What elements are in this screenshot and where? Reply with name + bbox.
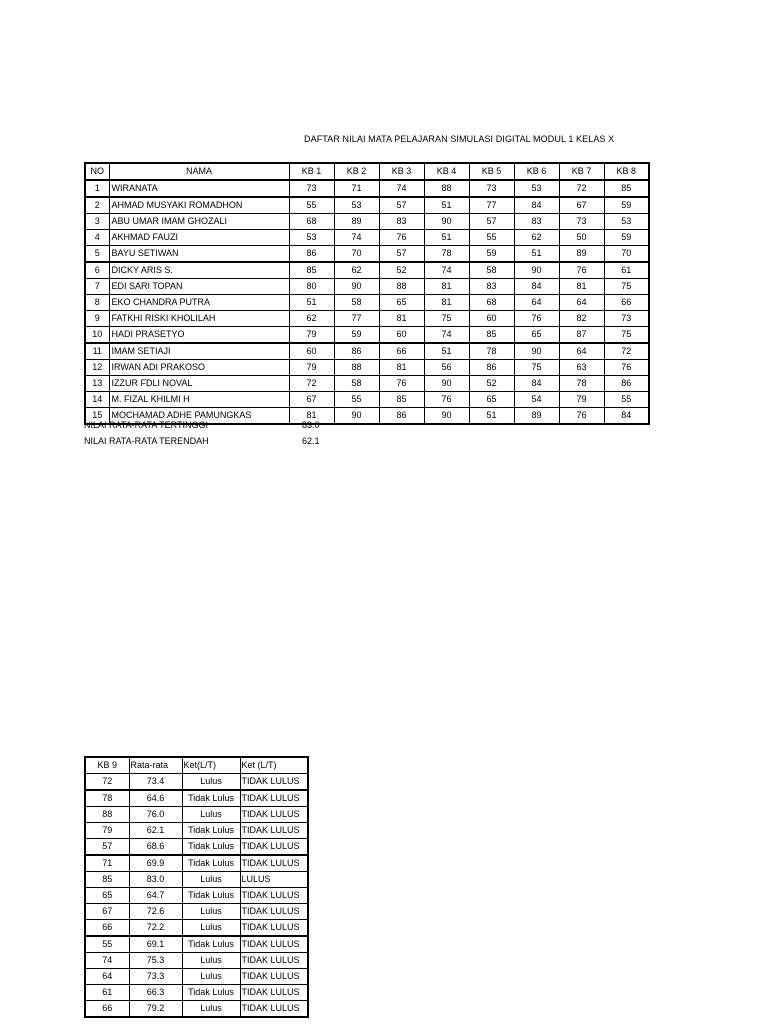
cell-kb4: 78 — [424, 246, 469, 263]
document-title: DAFTAR NILAI MATA PELAJARAN SIMULASI DIGITAL MODUL 1 KELAS X — [304, 134, 615, 144]
cell-ket-lt: Lulus — [182, 807, 240, 823]
cell-kb9: 78 — [85, 790, 129, 807]
grades-body — [85, 180, 649, 424]
cell-ket-lt-2: TIDAK LULUS — [240, 920, 308, 937]
cell-kb3: 83 — [379, 214, 424, 230]
cell-kb4: 74 — [424, 327, 469, 344]
results-body — [85, 774, 308, 1018]
cell-kb3: 88 — [379, 279, 424, 295]
cell-kb5: 77 — [469, 197, 514, 214]
cell-nama: HADI PRASETYO — [109, 327, 289, 344]
cell-ket-lt: Tidak Lulus — [182, 888, 240, 904]
cell-kb2: 86 — [334, 343, 379, 360]
cell-kb5: 55 — [469, 230, 514, 246]
cell-kb9: 55 — [85, 936, 129, 953]
cell-ket-lt-2: TIDAK LULUS — [240, 774, 308, 791]
summary-highest-label: NILAI RATA-RATA TERTINGGI — [84, 420, 209, 430]
cell-kb8: 76 — [604, 360, 649, 376]
results-row — [85, 872, 308, 888]
cell-kb3: 76 — [379, 376, 424, 392]
cell-rata-rata: 72.2 — [129, 920, 182, 937]
cell-kb7: 50 — [559, 230, 604, 246]
cell-nama: IZZUR FDLI NOVAL — [109, 376, 289, 392]
cell-kb1: 51 — [289, 295, 334, 311]
cell-kb3: 86 — [379, 408, 424, 425]
cell-kb8: 61 — [604, 262, 649, 279]
cell-kb7: 82 — [559, 311, 604, 327]
cell-kb1: 55 — [289, 197, 334, 214]
grades-table — [84, 162, 650, 425]
results-row — [85, 920, 308, 937]
cell-kb8: 75 — [604, 327, 649, 344]
cell-kb6: 65 — [514, 327, 559, 344]
cell-kb5: 68 — [469, 295, 514, 311]
results-row — [85, 774, 308, 791]
cell-no: 11 — [85, 343, 109, 360]
cell-rata-rata: 64.7 — [129, 888, 182, 904]
cell-kb5: 57 — [469, 214, 514, 230]
cell-kb8: 70 — [604, 246, 649, 263]
cell-nama: FATKHI RISKI KHOLILAH — [109, 311, 289, 327]
cell-rata-rata: 75.3 — [129, 953, 182, 969]
cell-kb3: 60 — [379, 327, 424, 344]
grades-row — [85, 230, 649, 246]
cell-rata-rata: 66.3 — [129, 985, 182, 1001]
cell-ket-lt-2: TIDAK LULUS — [240, 936, 308, 953]
cell-kb4: 90 — [424, 376, 469, 392]
grades-header-row — [85, 163, 649, 180]
cell-kb7: 78 — [559, 376, 604, 392]
cell-kb2: 55 — [334, 392, 379, 408]
cell-kb3: 66 — [379, 343, 424, 360]
results-row — [85, 969, 308, 985]
grades-row — [85, 360, 649, 376]
cell-kb4: 90 — [424, 408, 469, 425]
cell-rata-rata: 64.6 — [129, 790, 182, 807]
cell-kb8: 55 — [604, 392, 649, 408]
cell-kb2: 59 — [334, 327, 379, 344]
cell-kb7: 79 — [559, 392, 604, 408]
cell-no: 6 — [85, 262, 109, 279]
cell-kb3: 57 — [379, 197, 424, 214]
cell-kb5: 73 — [469, 180, 514, 197]
cell-rata-rata: 69.9 — [129, 855, 182, 872]
cell-kb1: 60 — [289, 343, 334, 360]
grades-row — [85, 392, 649, 408]
cell-ket-lt: Lulus — [182, 774, 240, 791]
cell-kb5: 78 — [469, 343, 514, 360]
cell-kb5: 65 — [469, 392, 514, 408]
cell-kb9: 88 — [85, 807, 129, 823]
cell-kb4: 56 — [424, 360, 469, 376]
cell-kb9: 67 — [85, 904, 129, 920]
cell-kb9: 85 — [85, 872, 129, 888]
cell-no: 4 — [85, 230, 109, 246]
cell-kb6: 90 — [514, 343, 559, 360]
grades-row — [85, 262, 649, 279]
cell-nama: DICKY ARIS S. — [109, 262, 289, 279]
cell-ket-lt-2: TIDAK LULUS — [240, 888, 308, 904]
cell-ket-lt: Lulus — [182, 1001, 240, 1018]
cell-kb4: 76 — [424, 392, 469, 408]
cell-kb7: 81 — [559, 279, 604, 295]
cell-rata-rata: 69.1 — [129, 936, 182, 953]
cell-nama: EKO CHANDRA PUTRA — [109, 295, 289, 311]
cell-kb6: 62 — [514, 230, 559, 246]
header-kb6: KB 6 — [514, 163, 559, 180]
cell-kb7: 64 — [559, 343, 604, 360]
cell-kb6: 84 — [514, 376, 559, 392]
cell-kb4: 90 — [424, 214, 469, 230]
cell-ket-lt: Lulus — [182, 872, 240, 888]
cell-kb7: 89 — [559, 246, 604, 263]
grades-row — [85, 311, 649, 327]
cell-kb9: 57 — [85, 839, 129, 856]
cell-no: 10 — [85, 327, 109, 344]
cell-no: 13 — [85, 376, 109, 392]
cell-no: 7 — [85, 279, 109, 295]
cell-ket-lt-2: TIDAK LULUS — [240, 839, 308, 856]
cell-kb8: 73 — [604, 311, 649, 327]
cell-kb7: 63 — [559, 360, 604, 376]
cell-kb5: 60 — [469, 311, 514, 327]
cell-kb1: 85 — [289, 262, 334, 279]
cell-nama: WIRANATA — [109, 180, 289, 197]
cell-ket-lt-2: LULUS — [240, 872, 308, 888]
cell-kb6: 84 — [514, 197, 559, 214]
cell-kb2: 90 — [334, 408, 379, 425]
cell-kb2: 90 — [334, 279, 379, 295]
cell-rata-rata: 83.0 — [129, 872, 182, 888]
cell-ket-lt: Tidak Lulus — [182, 823, 240, 839]
cell-kb2: 71 — [334, 180, 379, 197]
cell-kb9: 79 — [85, 823, 129, 839]
cell-ket-lt: Tidak Lulus — [182, 790, 240, 807]
cell-kb4: 75 — [424, 311, 469, 327]
cell-kb2: 74 — [334, 230, 379, 246]
cell-kb2: 88 — [334, 360, 379, 376]
results-row — [85, 953, 308, 969]
cell-kb4: 51 — [424, 230, 469, 246]
cell-rata-rata: 73.3 — [129, 969, 182, 985]
cell-kb1: 62 — [289, 311, 334, 327]
cell-kb8: 59 — [604, 197, 649, 214]
cell-kb9: 61 — [85, 985, 129, 1001]
cell-no: 15 — [85, 408, 109, 425]
cell-kb1: 68 — [289, 214, 334, 230]
cell-nama: BAYU SETIWAN — [109, 246, 289, 263]
grades-row — [85, 180, 649, 197]
cell-kb8: 85 — [604, 180, 649, 197]
cell-kb6: 89 — [514, 408, 559, 425]
summary-highest-value: 83.0 — [302, 420, 320, 430]
cell-kb4: 81 — [424, 295, 469, 311]
cell-kb3: 81 — [379, 360, 424, 376]
cell-kb2: 53 — [334, 197, 379, 214]
cell-kb1: 80 — [289, 279, 334, 295]
cell-kb6: 75 — [514, 360, 559, 376]
header-kb7: KB 7 — [559, 163, 604, 180]
cell-nama: M. FIZAL KHILMI H — [109, 392, 289, 408]
grades-row — [85, 197, 649, 214]
grades-row — [85, 376, 649, 392]
header-no: NO — [85, 163, 109, 180]
cell-kb9: 72 — [85, 774, 129, 791]
cell-kb7: 87 — [559, 327, 604, 344]
header-kb9: KB 9 — [85, 757, 129, 774]
cell-kb1: 81 — [289, 408, 334, 425]
header-nama: NAMA — [109, 163, 289, 180]
cell-kb5: 51 — [469, 408, 514, 425]
cell-ket-lt-2: TIDAK LULUS — [240, 969, 308, 985]
cell-ket-lt: Tidak Lulus — [182, 936, 240, 953]
results-row — [85, 985, 308, 1001]
summary-lowest-label: NILAI RATA-RATA TERENDAH — [84, 436, 209, 446]
cell-nama: AKHMAD FAUZI — [109, 230, 289, 246]
cell-kb5: 58 — [469, 262, 514, 279]
cell-kb1: 79 — [289, 327, 334, 344]
cell-kb7: 76 — [559, 262, 604, 279]
cell-kb1: 73 — [289, 180, 334, 197]
cell-kb9: 66 — [85, 1001, 129, 1018]
cell-kb1: 79 — [289, 360, 334, 376]
cell-kb8: 75 — [604, 279, 649, 295]
cell-kb7: 64 — [559, 295, 604, 311]
grades-row — [85, 327, 649, 344]
cell-kb6: 51 — [514, 246, 559, 263]
cell-kb2: 58 — [334, 295, 379, 311]
cell-kb8: 66 — [604, 295, 649, 311]
cell-ket-lt-2: TIDAK LULUS — [240, 790, 308, 807]
cell-kb3: 85 — [379, 392, 424, 408]
cell-kb7: 72 — [559, 180, 604, 197]
cell-kb3: 81 — [379, 311, 424, 327]
cell-kb3: 76 — [379, 230, 424, 246]
results-row — [85, 904, 308, 920]
cell-kb7: 67 — [559, 197, 604, 214]
cell-kb1: 53 — [289, 230, 334, 246]
results-row — [85, 790, 308, 807]
cell-rata-rata: 76.0 — [129, 807, 182, 823]
grades-row — [85, 214, 649, 230]
results-table — [84, 756, 309, 1018]
cell-ket-lt: Tidak Lulus — [182, 985, 240, 1001]
cell-kb4: 51 — [424, 343, 469, 360]
cell-kb5: 83 — [469, 279, 514, 295]
header-kb3: KB 3 — [379, 163, 424, 180]
cell-nama: EDI SARI TOPAN — [109, 279, 289, 295]
summary-lowest-value: 62.1 — [302, 436, 320, 446]
cell-kb3: 74 — [379, 180, 424, 197]
cell-kb9: 66 — [85, 920, 129, 937]
cell-no: 9 — [85, 311, 109, 327]
cell-kb4: 74 — [424, 262, 469, 279]
cell-kb1: 67 — [289, 392, 334, 408]
results-row — [85, 823, 308, 839]
cell-kb4: 81 — [424, 279, 469, 295]
cell-kb6: 54 — [514, 392, 559, 408]
cell-kb9: 74 — [85, 953, 129, 969]
cell-kb3: 65 — [379, 295, 424, 311]
cell-nama: AHMAD MUSYAKI ROMADHON — [109, 197, 289, 214]
grades-row — [85, 295, 649, 311]
cell-ket-lt: Lulus — [182, 969, 240, 985]
cell-kb2: 89 — [334, 214, 379, 230]
cell-kb2: 70 — [334, 246, 379, 263]
cell-kb6: 84 — [514, 279, 559, 295]
cell-kb7: 76 — [559, 408, 604, 425]
cell-kb8: 72 — [604, 343, 649, 360]
cell-ket-lt-2: TIDAK LULUS — [240, 904, 308, 920]
results-row — [85, 855, 308, 872]
cell-kb6: 53 — [514, 180, 559, 197]
cell-nama: IMAM SETIAJI — [109, 343, 289, 360]
cell-rata-rata: 68.6 — [129, 839, 182, 856]
cell-ket-lt-2: TIDAK LULUS — [240, 985, 308, 1001]
cell-kb2: 77 — [334, 311, 379, 327]
header-kb1: KB 1 — [289, 163, 334, 180]
cell-kb4: 88 — [424, 180, 469, 197]
grades-row — [85, 246, 649, 263]
cell-nama: ABU UMAR IMAM GHOZALI — [109, 214, 289, 230]
cell-no: 2 — [85, 197, 109, 214]
cell-kb5: 59 — [469, 246, 514, 263]
cell-ket-lt-2: TIDAK LULUS — [240, 953, 308, 969]
cell-nama: MOCHAMAD ADHE PAMUNGKAS — [109, 408, 289, 425]
cell-rata-rata: 79.2 — [129, 1001, 182, 1018]
cell-ket-lt: Tidak Lulus — [182, 839, 240, 856]
grades-row — [85, 343, 649, 360]
header-kb8: KB 8 — [604, 163, 649, 180]
cell-kb5: 86 — [469, 360, 514, 376]
cell-kb2: 58 — [334, 376, 379, 392]
cell-kb6: 90 — [514, 262, 559, 279]
cell-kb9: 71 — [85, 855, 129, 872]
cell-ket-lt-2: TIDAK LULUS — [240, 855, 308, 872]
cell-ket-lt-2: TIDAK LULUS — [240, 823, 308, 839]
cell-kb7: 73 — [559, 214, 604, 230]
cell-ket-lt: Lulus — [182, 953, 240, 969]
cell-kb3: 57 — [379, 246, 424, 263]
cell-rata-rata: 72.6 — [129, 904, 182, 920]
cell-no: 8 — [85, 295, 109, 311]
cell-kb5: 52 — [469, 376, 514, 392]
cell-ket-lt-2: TIDAK LULUS — [240, 807, 308, 823]
results-row — [85, 936, 308, 953]
header-ket-lt-2: Ket (L/T) — [240, 757, 308, 774]
cell-kb1: 72 — [289, 376, 334, 392]
cell-ket-lt: Lulus — [182, 920, 240, 937]
results-row — [85, 888, 308, 904]
header-rata-rata: Rata-rata — [129, 757, 182, 774]
header-kb2: KB 2 — [334, 163, 379, 180]
cell-ket-lt: Lulus — [182, 904, 240, 920]
header-ket-lt: Ket(L/T) — [182, 757, 240, 774]
cell-kb2: 62 — [334, 262, 379, 279]
cell-kb6: 83 — [514, 214, 559, 230]
cell-kb8: 53 — [604, 214, 649, 230]
cell-ket-lt-2: TIDAK LULUS — [240, 1001, 308, 1018]
cell-no: 5 — [85, 246, 109, 263]
cell-ket-lt: Tidak Lulus — [182, 855, 240, 872]
cell-no: 12 — [85, 360, 109, 376]
header-kb5: KB 5 — [469, 163, 514, 180]
cell-kb1: 86 — [289, 246, 334, 263]
results-row — [85, 1001, 308, 1018]
cell-kb6: 76 — [514, 311, 559, 327]
results-row — [85, 839, 308, 856]
cell-nama: IRWAN ADI PRAKOSO — [109, 360, 289, 376]
cell-kb6: 64 — [514, 295, 559, 311]
header-kb4: KB 4 — [424, 163, 469, 180]
cell-rata-rata: 62.1 — [129, 823, 182, 839]
results-row — [85, 807, 308, 823]
cell-no: 1 — [85, 180, 109, 197]
cell-kb4: 51 — [424, 197, 469, 214]
cell-kb8: 86 — [604, 376, 649, 392]
cell-kb5: 85 — [469, 327, 514, 344]
cell-kb9: 64 — [85, 969, 129, 985]
cell-kb8: 59 — [604, 230, 649, 246]
cell-kb8: 84 — [604, 408, 649, 425]
cell-rata-rata: 73.4 — [129, 774, 182, 791]
cell-no: 14 — [85, 392, 109, 408]
grades-row — [85, 279, 649, 295]
cell-kb3: 52 — [379, 262, 424, 279]
results-header-row — [85, 757, 308, 774]
cell-no: 3 — [85, 214, 109, 230]
cell-kb9: 65 — [85, 888, 129, 904]
